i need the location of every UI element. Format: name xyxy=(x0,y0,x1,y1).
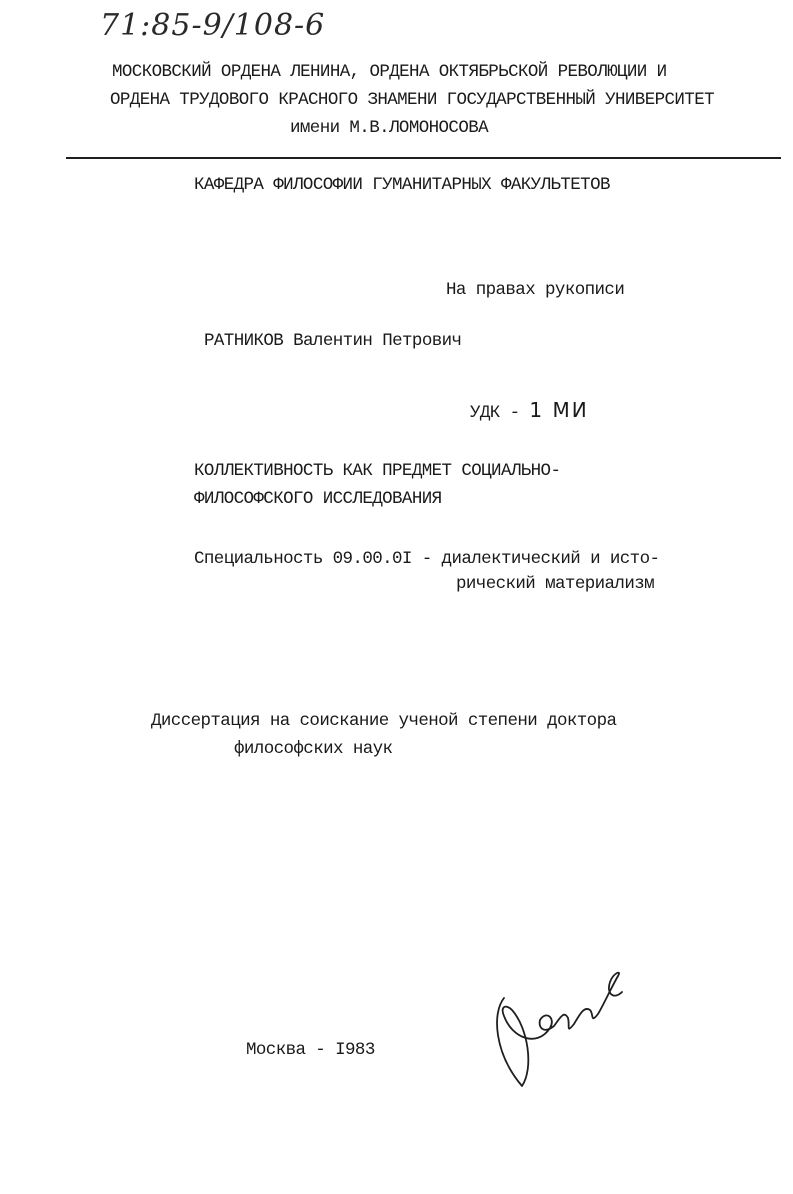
specialty-line-2: рический материализм xyxy=(456,574,655,594)
udk-label: УДК - xyxy=(470,403,520,423)
department-name: КАФЕДРА ФИЛОСОФИИ ГУМАНИТАРНЫХ ФАКУЛЬТЕТОВ xyxy=(194,175,610,195)
header-divider xyxy=(66,157,781,159)
header-line-3: имени М.В.ЛОМОНОСОВА xyxy=(290,118,489,138)
title-line-2: ФИЛОСОФСКОГО ИССЛЕДОВАНИЯ xyxy=(194,489,442,509)
author-name: РАТНИКОВ Валентин Петрович xyxy=(204,331,462,351)
udk-value-handwritten: 1 МИ xyxy=(529,398,589,422)
title-line-1: КОЛЛЕКТИВНОСТЬ КАК ПРЕДМЕТ СОЦИАЛЬНО- xyxy=(194,461,561,481)
archive-number-handwritten: 71:85-9/108-6 xyxy=(100,8,326,43)
manuscript-note: На правах рукописи xyxy=(446,280,625,300)
udk-code xyxy=(470,400,589,423)
specialty-line-1: Специальность 09.00.0I - диалектический и исто- xyxy=(194,549,660,569)
signature xyxy=(482,958,632,1093)
place-and-year: Москва - I983 xyxy=(246,1040,375,1060)
degree-line-1: Диссертация на соискание ученой степени доктора xyxy=(151,711,617,731)
header-line-1: МОСКОВСКИЙ ОРДЕНА ЛЕНИНА, ОРДЕНА ОКТЯБРЬСКОЙ РЕВОЛЮЦИИ И xyxy=(112,62,667,82)
header-line-2: ОРДЕНА ТРУДОВОГО КРАСНОГО ЗНАМЕНИ ГОСУДАРСТВЕННЫЙ УНИВЕРСИТЕТ xyxy=(110,90,715,110)
degree-line-2: философских наук xyxy=(234,739,393,759)
